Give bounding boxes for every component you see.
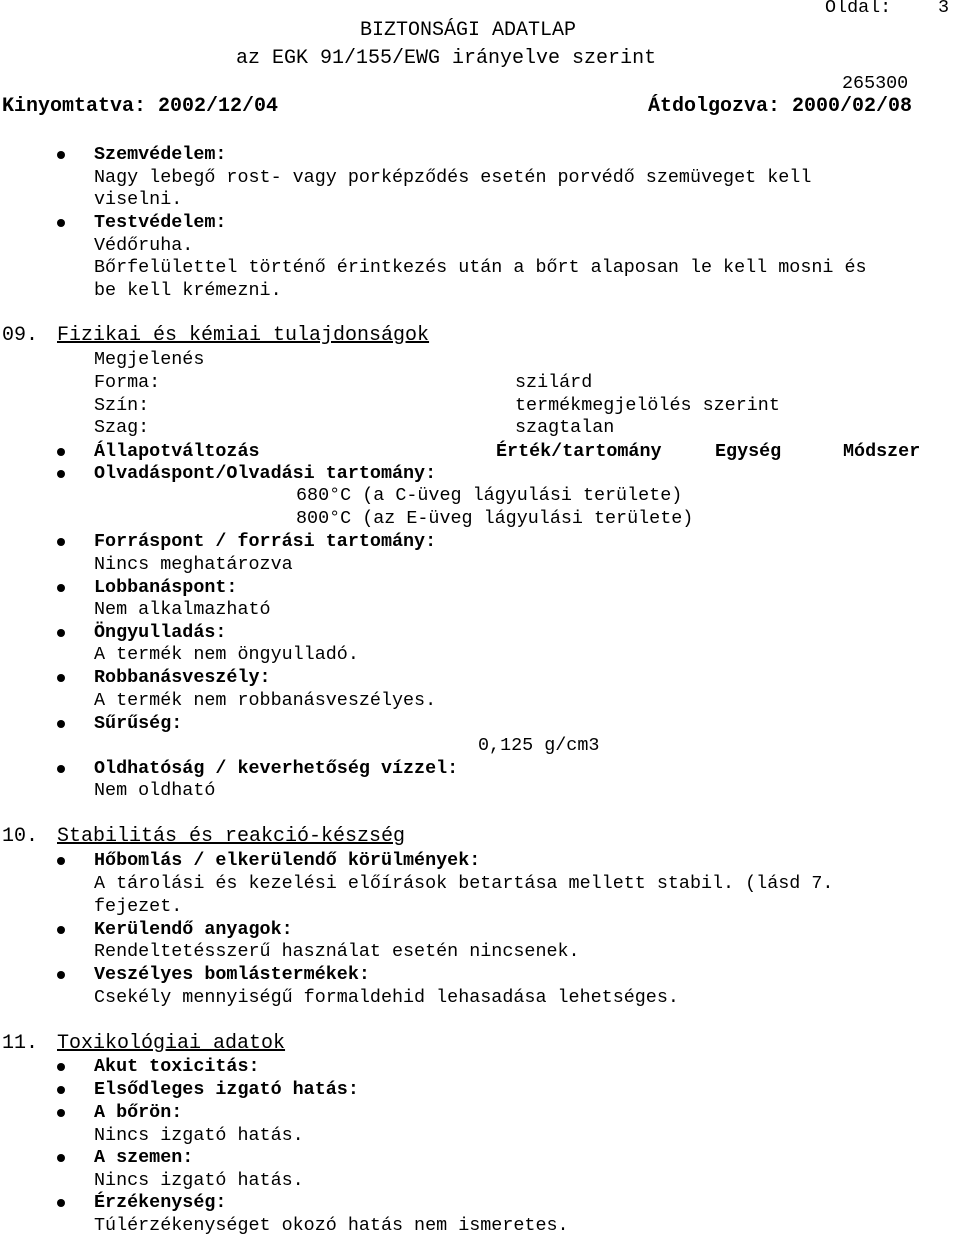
solubility-label: Oldhatóság / keverhetőség vízzel:	[94, 758, 459, 779]
body-protection-text: Védőruha.	[94, 235, 194, 256]
odor-label: Szag:	[94, 417, 150, 438]
form-label: Forma:	[94, 372, 161, 393]
bullet-icon	[57, 720, 65, 728]
body-protection-label: Testvédelem:	[94, 212, 227, 233]
thermal-decomposition-text: fejezet.	[94, 896, 183, 917]
eye-protection-text: Nagy lebegő rost- vagy porképződés esetén porvédő szemüveget kell	[94, 167, 812, 188]
document-subtitle: az EGK 91/155/EWG irányelve szerint	[236, 47, 657, 70]
section-number: 09.	[2, 324, 39, 347]
self-ignition-value: A termék nem öngyulladó.	[94, 644, 359, 665]
bullet-icon	[57, 448, 65, 456]
column-header-unit: Egység	[715, 441, 782, 462]
column-header-method: Módszer	[843, 441, 921, 462]
color-label: Szín:	[94, 395, 150, 416]
bullet-icon	[57, 219, 65, 227]
form-value: szilárd	[515, 372, 593, 393]
flash-point-label: Lobbanáspont:	[94, 577, 238, 598]
materials-to-avoid-label: Kerülendő anyagok:	[94, 919, 293, 940]
sensitization-text: Túlérzékenységet okozó hatás nem ismeretes.	[94, 1215, 569, 1236]
section-title: Stabilitás és reakció-készség	[57, 825, 406, 848]
section-number: 10.	[2, 825, 39, 848]
printed-date: Kinyomtatva: 2002/12/04	[2, 95, 279, 118]
boiling-point-value: Nincs meghatározva	[94, 554, 293, 575]
bullet-icon	[57, 538, 65, 546]
section-number: 11.	[2, 1032, 39, 1055]
density-value: 0,125 g/cm3	[478, 735, 600, 756]
materials-to-avoid-text: Rendeltetésszerű használat esetén nincsenek.	[94, 941, 580, 962]
flash-point-value: Nem alkalmazható	[94, 599, 271, 620]
bullet-icon	[57, 470, 65, 478]
body-protection-text: be kell krémezni.	[94, 280, 282, 301]
bullet-icon	[57, 971, 65, 979]
melting-point-label: Olvadáspont/Olvadási tartomány:	[94, 463, 437, 484]
bullet-icon	[57, 584, 65, 592]
document-title: BIZTONSÁGI ADATLAP	[360, 19, 577, 42]
section-title: Fizikai és kémiai tulajdonságok	[57, 324, 430, 347]
melting-point-value: 800°C (az E-üveg lágyulási területe)	[296, 508, 694, 529]
bullet-icon	[57, 1154, 65, 1162]
self-ignition-label: Öngyulladás:	[94, 622, 227, 643]
eye-text: Nincs izgató hatás.	[94, 1170, 304, 1191]
odor-value: szagtalan	[515, 417, 615, 438]
section-title: Toxikológiai adatok	[57, 1032, 286, 1055]
bullet-icon	[57, 151, 65, 159]
bullet-icon	[57, 765, 65, 773]
thermal-decomposition-text: A tárolási és kezelési előírások betartása mellett stabil. (lásd 7.	[94, 873, 834, 894]
bullet-icon	[57, 857, 65, 865]
page-number: 3	[938, 0, 950, 18]
eye-protection-label: Szemvédelem:	[94, 144, 227, 165]
column-header-state: Állapotváltozás	[94, 441, 260, 462]
bullet-icon	[57, 926, 65, 934]
bullet-icon	[57, 674, 65, 682]
bullet-icon	[57, 1063, 65, 1071]
skin-label: A bőrön:	[94, 1102, 183, 1123]
bullet-icon	[57, 1086, 65, 1094]
thermal-decomposition-label: Hőbomlás / elkerülendő körülmények:	[94, 850, 481, 871]
explosion-value: A termék nem robbanásveszélyes.	[94, 690, 437, 711]
column-header-value: Érték/tartomány	[496, 441, 662, 462]
body-protection-text: Bőrfelülettel történő érintkezés után a bőrt alaposan le kell mosni és	[94, 257, 867, 278]
bullet-icon	[57, 1199, 65, 1207]
decomposition-products-text: Csekély mennyiségű formaldehid lehasadása lehetséges.	[94, 987, 679, 1008]
revised-date: Átdolgozva: 2000/02/08	[648, 95, 913, 118]
acute-toxicity-label: Akut toxicitás:	[94, 1056, 260, 1077]
density-label: Sűrűség:	[94, 713, 183, 734]
bullet-icon	[57, 629, 65, 637]
bullet-icon	[57, 1109, 65, 1117]
decomposition-products-label: Veszélyes bomlástermékek:	[94, 964, 370, 985]
boiling-point-label: Forráspont / forrási tartomány:	[94, 531, 437, 552]
primary-irritation-label: Elsődleges izgató hatás:	[94, 1079, 359, 1100]
eye-label: A szemen:	[94, 1147, 194, 1168]
skin-text: Nincs izgató hatás.	[94, 1125, 304, 1146]
color-value: termékmegjelölés szerint	[515, 395, 780, 416]
melting-point-value: 680°C (a C-üveg lágyulási területe)	[296, 485, 683, 506]
appearance-heading: Megjelenés	[94, 349, 205, 370]
product-code: 265300	[842, 73, 909, 94]
page-label: Oldal:	[825, 0, 892, 18]
explosion-label: Robbanásveszély:	[94, 667, 271, 688]
solubility-value: Nem oldható	[94, 780, 216, 801]
eye-protection-text: viselni.	[94, 189, 183, 210]
sensitization-label: Érzékenység:	[94, 1192, 227, 1213]
